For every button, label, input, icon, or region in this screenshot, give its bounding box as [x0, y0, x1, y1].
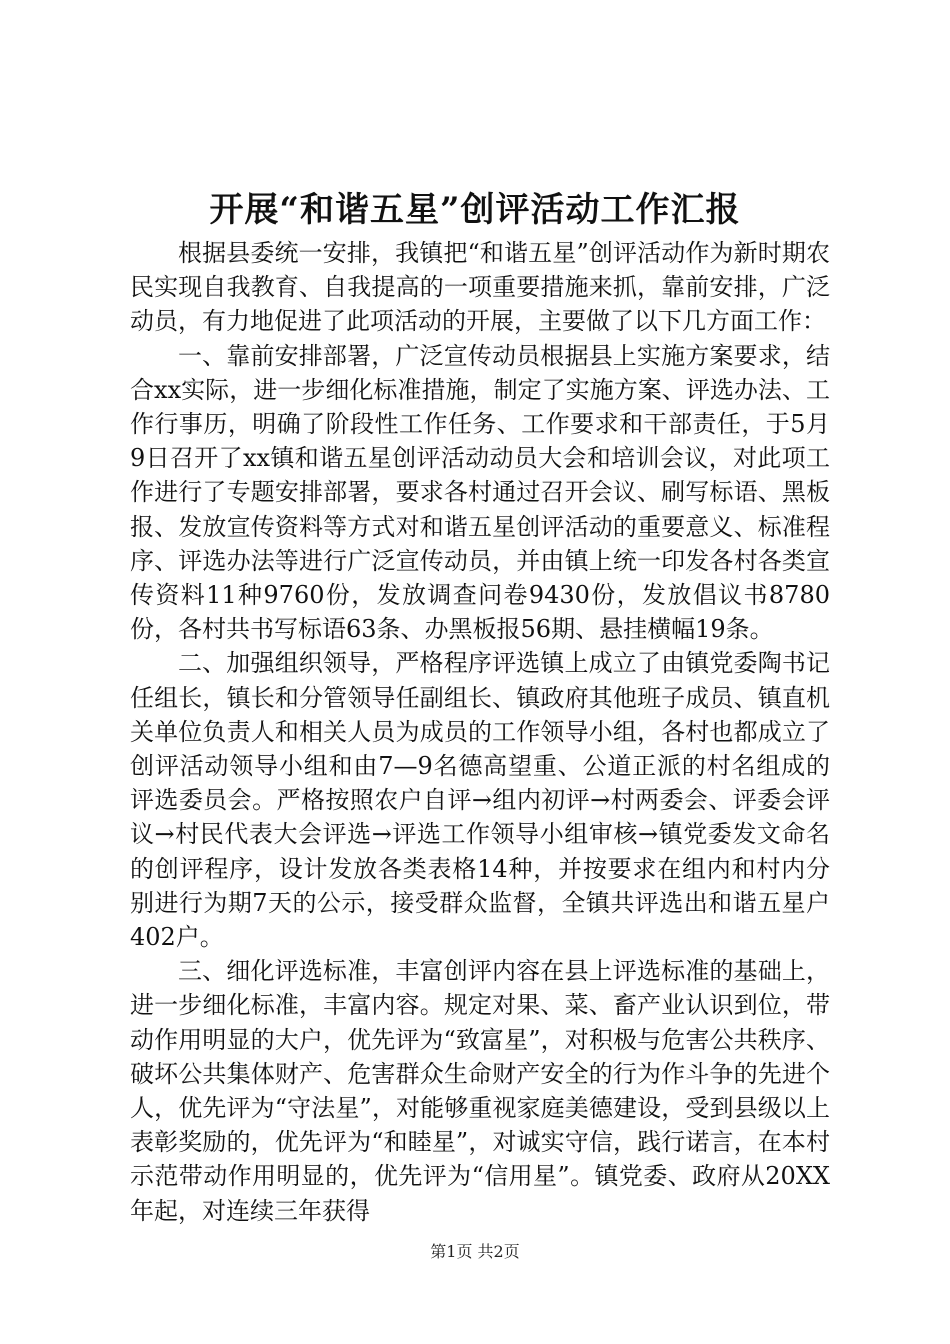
- paragraph-intro: 根据县委统一安排，我镇把“和谐五星”创评活动作为新时期农民实现自我教育、自我提高的一项重要措施来抓，靠前安排，广泛动员，有力地促进了此项活动的开展，主要做了以下几方面工作：: [130, 239, 830, 336]
- page-number-footer: 第1页 共2页: [430, 1242, 520, 1261]
- paragraph-section-1: 一、靠前安排部署，广泛宣传动员根据县上实施方案要求，结合xx实际，进一步细化标准措施，制定了实施方案、评选办法、工作行事历，明确了阶段性工作任务、工作要求和干部责任，于5月9日召开了xx镇和谐五星创评活动动员大会和培训会议，对此项工作进行了专题安排部署，要求各村通过召开会议、刷写标语、黑板报、发放宣传资料等方式对和谐五星创评活动的重要意义、标准程序、评选办法等进行广泛宣传动员，并由镇上统一印发各村各类宣传资料11种9760份，发放调查问卷9430份，发放倡议书8780份，各村共书写标语63条、办黑板报56期、悬挂横幅19条。: [130, 341, 830, 644]
- paragraph-section-2: 二、加强组织领导，严格程序评选镇上成立了由镇党委陶书记任组长，镇长和分管领导任副组长、镇政府其他班子成员、镇直机关单位负责人和相关人员为成员的工作领导小组，各村也都成立了创评活动领导小组和由7—9名德高望重、公道正派的村名组成的评选委员会。严格按照农户自评→组内初评→村两委会、评委会评议→村民代表大会评选→评选工作领导小组审核→镇党委发文命名的创评程序，设计发放各类表格14种，并按要求在组内和村内分别进行为期7天的公示，接受群众监督，全镇共评选出和谐五星户402户。: [130, 649, 830, 952]
- page-title: 开展“和谐五星”创评活动工作汇报: [209, 190, 741, 230]
- paragraph-section-3: 三、细化评选标准，丰富创评内容在县上评选标准的基础上，进一步细化标准，丰富内容。规定对果、菜、畜产业认识到位，带动作用明显的大户，优先评为“致富星”，对积极与危害公共秩序、破坏公共集体财产、危害群众生命财产安全的行为作斗争的先进个人，优先评为“守法星”，对能够重视家庭美德建设，受到县级以上表彰奖励的，优先评为“和睦星”，对诚实守信，践行诺言，在本村示范带动作用明显的，优先评为“信用星”。镇党委、政府从20XX年起，对连续三年获得: [130, 957, 830, 1225]
- document-body: [130, 236, 830, 1228]
